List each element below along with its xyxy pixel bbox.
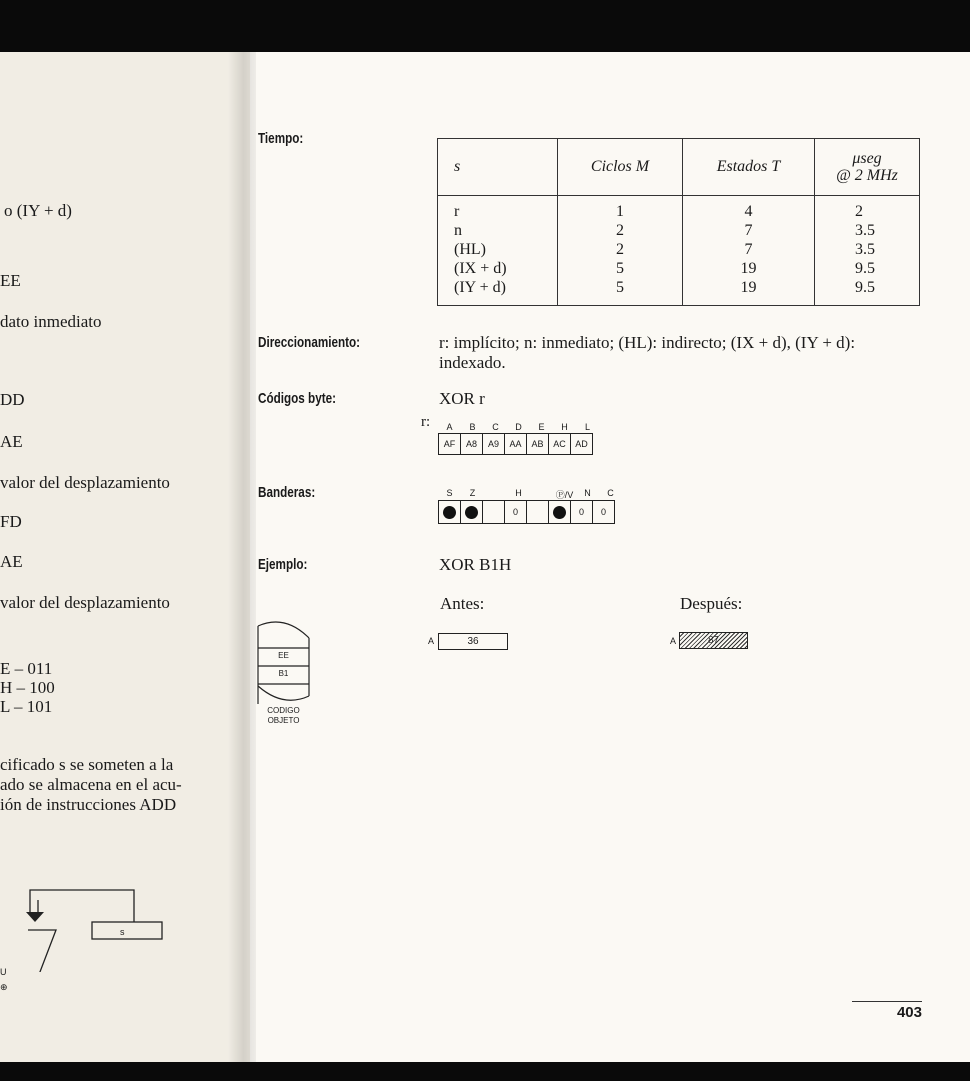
cell-s: (IX + d) [454, 260, 507, 277]
opcode-cell: AD [570, 433, 593, 455]
left-line: H – 100 [0, 678, 55, 697]
memory-break-line [258, 686, 309, 700]
cell-ciclos: 1 [616, 203, 624, 220]
cell-s: (IY + d) [454, 279, 506, 296]
left-line: o (IY + d) [4, 201, 72, 220]
alu-fragment: ⊕ [0, 982, 8, 992]
cell-s: r [454, 203, 460, 220]
cell-useg: 2 [855, 203, 863, 220]
memory-byte: B1 [278, 669, 289, 678]
left-line: EE [0, 271, 21, 290]
alu-diagram [0, 842, 170, 972]
flags-row [438, 500, 615, 524]
reg-name: A [446, 422, 453, 432]
opcode-row [438, 433, 593, 455]
cell-estados: 7 [744, 241, 753, 258]
left-page [0, 52, 250, 1062]
flag-z-cell [460, 500, 483, 524]
reg-name: L [584, 422, 590, 432]
flag-name: N [584, 488, 591, 498]
opcode-cell: AA [504, 433, 527, 455]
cell-estados: 4 [744, 203, 753, 220]
cell-useg: 3.5 [855, 222, 875, 239]
flag-name: Ⓟ/V [555, 490, 574, 500]
antes-label: Antes: [440, 594, 485, 613]
left-line: L – 101 [0, 697, 53, 716]
ejemplo-instr: XOR B1H [439, 555, 512, 574]
header-useg-unit: μseg [852, 150, 882, 167]
alu-fragment: U [0, 967, 7, 977]
codigos-byte-label: Códigos byte: [258, 390, 336, 407]
direccionamiento-label: Direccionamiento: [258, 334, 361, 351]
page-number-rule [852, 1001, 922, 1002]
flag-affected-dot-icon [465, 506, 478, 519]
col-s [438, 196, 558, 306]
reg-name: C [492, 422, 499, 432]
memory-diagram [257, 620, 313, 706]
page-gutter-shadow [228, 52, 256, 1062]
flag-empty-cell [526, 500, 549, 524]
header-useg [815, 139, 920, 196]
register-s-box [92, 922, 162, 939]
antes-reg-label: A [428, 636, 435, 646]
flag-c-cell: 0 [592, 500, 615, 524]
left-line: dato inmediato [0, 312, 102, 331]
cell-s: n [454, 222, 462, 239]
reg-name: B [469, 422, 476, 432]
cell-estados: 7 [744, 222, 753, 239]
timing-table [437, 138, 920, 306]
col-estados [683, 196, 815, 306]
flag-pv-cell [548, 500, 571, 524]
left-line: E – 011 [0, 659, 53, 678]
flag-affected-dot-icon [443, 506, 456, 519]
diagram-wire [30, 890, 134, 922]
left-line: cificado s se someten a la [0, 755, 174, 774]
header-s: s [438, 139, 558, 196]
flag-affected-dot-icon [553, 506, 566, 519]
opcode-cell: AF [438, 433, 461, 455]
codigo-objeto-label-1: CODIGO [267, 706, 300, 715]
flag-name: Z [469, 488, 476, 498]
memory-break-line [258, 622, 309, 638]
timing-header-row [438, 139, 920, 196]
flag-name: C [607, 488, 614, 498]
cell-ciclos: 2 [616, 222, 624, 239]
cell-ciclos: 5 [616, 260, 624, 277]
despues-reg-a: 87 [679, 632, 748, 649]
opcode-cell: AC [548, 433, 571, 455]
codigos-instr: XOR r [439, 389, 485, 408]
opcode-cell: A8 [460, 433, 483, 455]
opcode-cell: AB [526, 433, 549, 455]
cell-ciclos: 5 [616, 279, 624, 296]
reg-name: E [538, 422, 545, 432]
codigos-prefix: r: [421, 414, 431, 430]
ejemplo-label: Ejemplo: [258, 556, 308, 573]
cell-useg: 3.5 [855, 241, 875, 258]
left-line: ado se almacena en el acu- [0, 775, 182, 794]
arrow-down-icon [26, 912, 44, 922]
banderas-label: Banderas: [258, 484, 316, 501]
reg-name: D [515, 422, 522, 432]
left-line: ión de instrucciones ADD [0, 795, 177, 814]
direccionamiento-text-1: r: implícito; n: inmediato; (HL): indirecto; (IX + d), (IY + d): [439, 333, 856, 352]
cell-s: (HL) [454, 241, 486, 258]
flag-name: S [446, 488, 453, 498]
cell-estados: 19 [740, 279, 757, 296]
cell-ciclos: 2 [616, 241, 624, 258]
col-ciclos [558, 196, 683, 306]
header-useg-freq: @ 2 MHz [836, 167, 898, 184]
direccionamiento-text-2: indexado. [439, 353, 506, 372]
cell-useg: 9.5 [855, 279, 875, 296]
alu-shape [0, 930, 56, 972]
flag-empty-cell [482, 500, 505, 524]
flag-s-cell [438, 500, 461, 524]
antes-reg-a: 36 [438, 633, 508, 650]
left-line: valor del desplazamiento [0, 593, 170, 612]
register-s-label: s [120, 927, 125, 937]
tiempo-label: Tiempo: [258, 130, 304, 147]
despues-reg-label: A [670, 636, 677, 646]
cell-useg: 9.5 [855, 260, 875, 277]
col-useg [815, 196, 920, 306]
header-estados: Estados T [683, 139, 815, 196]
opcode-cell: A9 [482, 433, 505, 455]
memory-byte: EE [278, 651, 289, 660]
left-line: DD [0, 390, 25, 409]
despues-label: Después: [680, 594, 743, 613]
header-ciclos: Ciclos M [558, 139, 683, 196]
flag-name: H [515, 488, 522, 498]
reg-name: H [561, 422, 568, 432]
flag-h-cell: 0 [504, 500, 527, 524]
codigo-objeto-label-2: OBJETO [267, 716, 300, 725]
left-line: AE [0, 552, 23, 571]
page-number: 403 [896, 1004, 922, 1021]
timing-body-row [438, 196, 920, 306]
left-line: AE [0, 432, 23, 451]
left-line: valor del desplazamiento [0, 473, 170, 492]
cell-estados: 19 [740, 260, 757, 277]
left-line: FD [0, 512, 22, 531]
flag-n-cell: 0 [570, 500, 593, 524]
